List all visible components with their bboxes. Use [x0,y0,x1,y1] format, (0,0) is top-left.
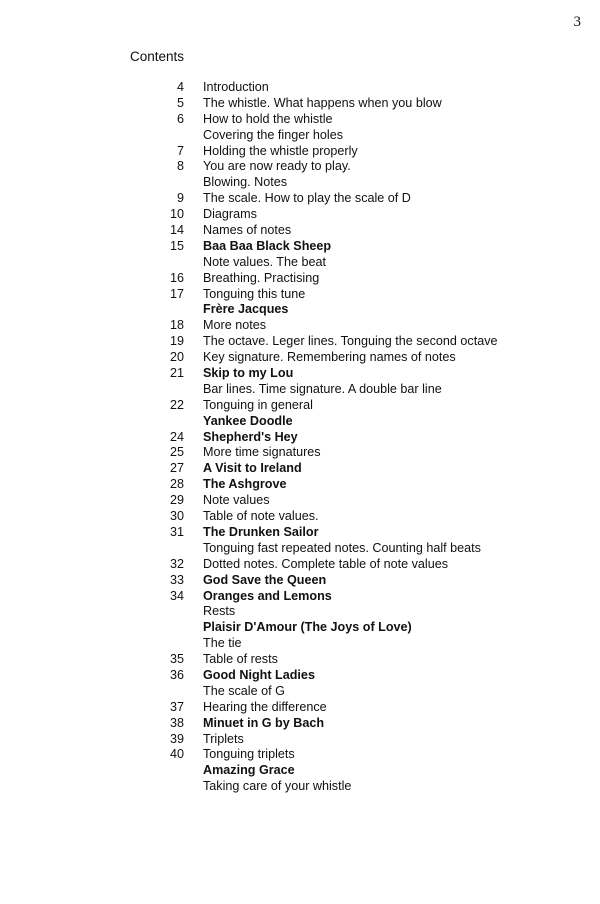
toc-entry-title: Tonguing fast repeated notes. Counting half beats [203,540,481,555]
toc-entry [160,318,580,334]
toc-entry-title: Amazing Grace [203,763,295,778]
toc-entry [160,80,580,96]
toc-entry [160,604,580,620]
toc-entry [160,557,580,573]
toc-entry [160,191,580,207]
toc-page-number: 15 [169,238,184,253]
toc-page-number: 25 [169,445,184,460]
toc-entry [160,287,580,303]
toc-entry-tune [160,302,580,318]
toc-entry-title: Tonguing in general [203,397,313,412]
toc-entry [160,700,580,716]
toc-entry [160,271,580,287]
toc-entry-title: The tie [203,636,242,651]
toc-entry-title: Hearing the difference [203,699,327,714]
toc-entry-tune [160,763,580,779]
toc-entry-tune [160,573,580,589]
table-of-contents [160,80,580,795]
toc-page-number: 33 [169,572,184,587]
toc-page-number: 17 [169,286,184,301]
toc-entry-title: More time signatures [203,445,321,460]
toc-page-number: 20 [169,350,184,365]
toc-entry-title: God Save the Queen [203,572,327,587]
toc-entry-title: The Ashgrove [203,477,287,492]
toc-entry-tune [160,477,580,493]
toc-entry-title: More notes [203,318,266,333]
toc-entry [160,509,580,525]
toc-entry-title: Holding the whistle properly [203,143,358,158]
toc-page-number: 37 [169,699,184,714]
toc-page-number: 8 [176,159,184,174]
toc-entry-title: Note values. The beat [203,254,326,269]
toc-entry-title: The octave. Leger lines. Tonguing the second octave [203,334,498,349]
toc-entry [160,747,580,763]
toc-entry-title: Bar lines. Time signature. A double bar line [203,381,442,396]
toc-entry-title: Good Night Ladies [203,667,315,682]
toc-entry [160,96,580,112]
toc-entry-title: Skip to my Lou [203,366,294,381]
toc-entry [160,541,580,557]
toc-entry-tune [160,414,580,430]
toc-page-number: 29 [169,493,184,508]
toc-entry-title: Tonguing this tune [203,286,306,301]
toc-page-number: 7 [176,143,184,158]
toc-page-number: 30 [169,509,184,524]
toc-entry-tune [160,461,580,477]
toc-page-number: 4 [176,80,184,94]
toc-entry-title: Table of note values. [203,509,319,524]
toc-entry-title: Introduction [203,80,269,94]
toc-entry [160,350,580,366]
toc-page-number: 40 [169,747,184,762]
toc-page-number: 10 [169,207,184,222]
toc-entry-title: The scale. How to play the scale of D [203,191,411,206]
toc-entry-title: The Drunken Sailor [203,524,319,539]
toc-entry-title: Triplets [203,731,244,746]
toc-entry [160,445,580,461]
toc-entry [160,112,580,128]
toc-page-number: 32 [169,556,184,571]
toc-page-number: 18 [169,318,184,333]
toc-entry-title: A Visit to Ireland [203,461,302,476]
toc-entry [160,684,580,700]
toc-entry [160,398,580,414]
toc-page-number: 35 [169,652,184,667]
toc-entry-tune [160,620,580,636]
toc-entry-title: Note values [203,493,270,508]
toc-page-number: 24 [169,429,184,444]
toc-page-number: 22 [169,397,184,412]
toc-entry-title: Covering the finger holes [203,127,344,142]
toc-entry-title: You are now ready to play. [203,159,351,174]
toc-entry [160,144,580,160]
toc-page-number: 21 [169,366,184,381]
toc-entry [160,493,580,509]
toc-page-number: 36 [169,667,184,682]
toc-entry-title: Dotted notes. Complete table of note values [203,556,449,571]
toc-entry-title: Minuet in G by Bach [203,715,325,730]
toc-entry [160,175,580,191]
toc-page-number: 14 [169,223,184,238]
toc-entry-title: The scale of G [203,683,285,698]
toc-entry-title: Plaisir D'Amour (The Joys of Love) [203,620,412,635]
toc-entry-title: Diagrams [203,207,257,222]
toc-entry-tune [160,589,580,605]
toc-entry [160,636,580,652]
toc-entry-title: Rests [203,604,236,619]
toc-page-number: 28 [169,477,184,492]
contents-heading: Contents [130,49,185,64]
toc-entry [160,223,580,239]
toc-entry-title: Names of notes [203,223,292,238]
toc-entry-title: Table of rests [203,652,278,667]
toc-page-number: 16 [169,270,184,285]
toc-entry-title: Key signature. Remembering names of notes [203,350,456,365]
toc-entry [160,159,580,175]
toc-entry-title: Blowing. Notes [203,175,287,190]
toc-entry [160,207,580,223]
toc-entry-title: Taking care of your whistle [203,779,352,794]
toc-page-number: 19 [169,334,184,349]
toc-entry-tune [160,525,580,541]
page-number: 3 [573,14,581,30]
toc-entry-title: Frère Jacques [203,302,289,317]
toc-page-number: 34 [169,588,184,603]
toc-entry-title: The whistle. What happens when you blow [203,95,442,110]
toc-entry [160,382,580,398]
toc-page-number: 9 [176,191,184,206]
toc-entry [160,128,580,144]
toc-entry-tune [160,430,580,446]
toc-entry-title: Oranges and Lemons [203,588,332,603]
toc-entry-title: Breathing. Practising [203,270,320,285]
toc-page-number: 27 [169,461,184,476]
toc-entry [160,779,580,795]
toc-page-number: 5 [176,95,184,110]
toc-entry [160,255,580,271]
toc-entry [160,652,580,668]
toc-entry-title: Yankee Doodle [203,413,293,428]
toc-page-number: 39 [169,731,184,746]
toc-page-number: 38 [169,715,184,730]
toc-entry-tune [160,716,580,732]
toc-entry [160,732,580,748]
toc-entry-title: Tonguing triplets [203,747,295,762]
toc-entry-title: How to hold the whistle [203,111,333,126]
toc-entry-tune [160,239,580,255]
toc-entry-title: Baa Baa Black Sheep [203,238,332,253]
toc-page-number: 6 [176,111,184,126]
toc-entry-tune [160,668,580,684]
toc-entry-tune [160,366,580,382]
toc-entry [160,334,580,350]
toc-entry-title: Shepherd's Hey [203,429,298,444]
toc-page-number: 31 [169,524,184,539]
